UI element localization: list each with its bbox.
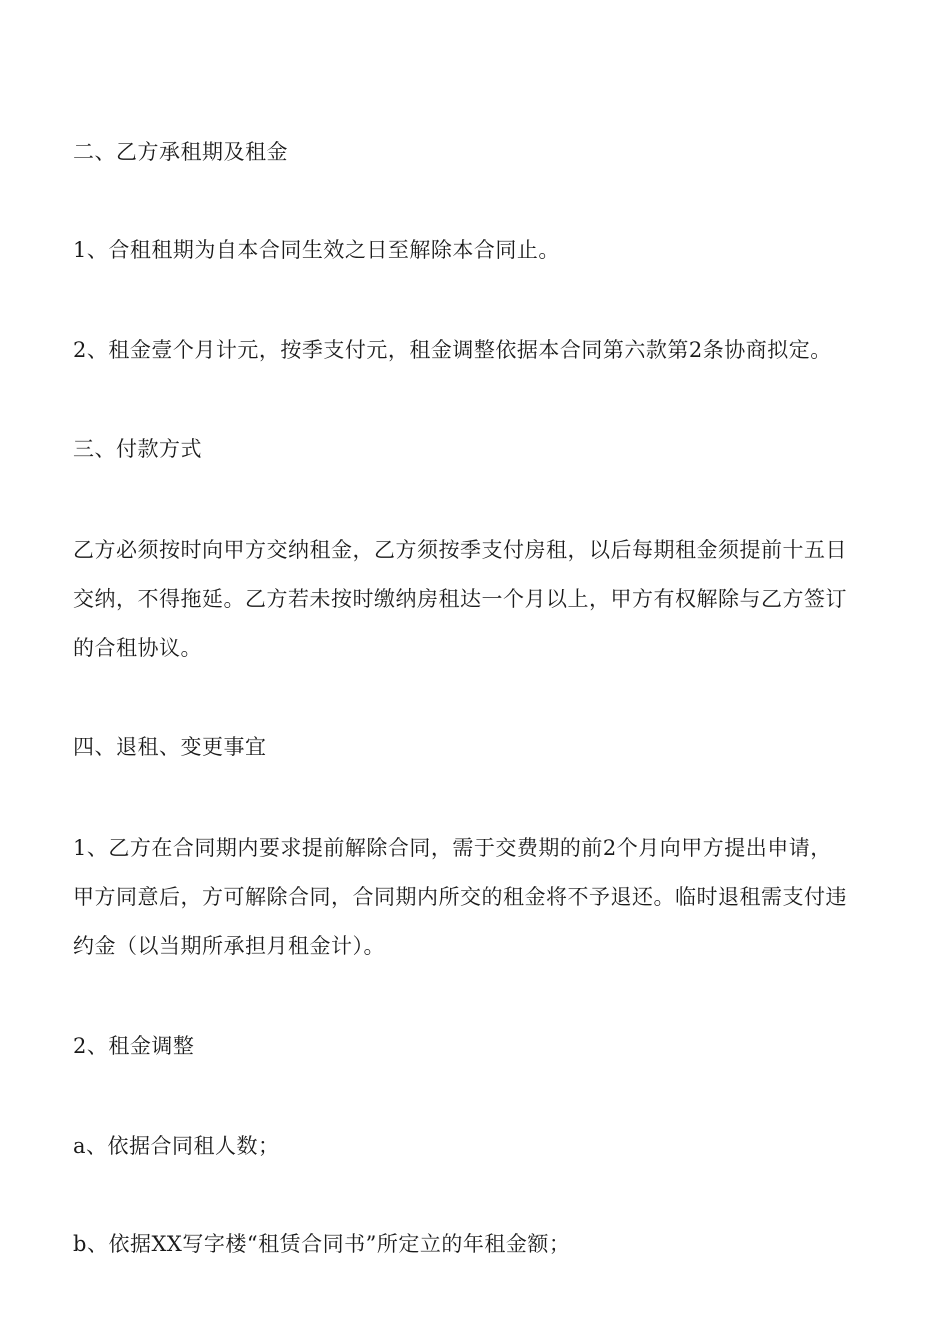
paragraph-payment-line-1: 乙方必须按时向甲方交纳租金，乙方须按季支付房租，以后每期租金须提前十五日 xyxy=(73,538,847,562)
clause-rent-adjustment: 2、租金调整 xyxy=(73,1034,195,1058)
clause-rent-amount: 2、租金壹个月计元，按季支付元，租金调整依据本合同第六款第2条协商拟定。 xyxy=(73,338,832,362)
paragraph-payment-line-2: 交纳，不得拖延。乙方若未按时缴纳房租达一个月以上，甲方有权解除与乙方签订 xyxy=(73,587,847,611)
section-heading-term-and-rent: 二、乙方承租期及租金 xyxy=(73,140,288,164)
clause-lease-term: 1、合租租期为自本合同生效之日至解除本合同止。 xyxy=(73,238,560,262)
clause-early-termination-line-1: 1、乙方在合同期内要求提前解除合同，需于交费期的前2个月向甲方提出申请， xyxy=(73,836,832,860)
clause-item-b: b、依据XX写字楼“租赁合同书”所定立的年租金额； xyxy=(73,1232,571,1256)
clause-early-termination-line-2: 甲方同意后，方可解除合同，合同期内所交的租金将不予退还。临时退租需支付违 xyxy=(73,885,847,909)
paragraph-payment-line-3: 的合租协议。 xyxy=(73,636,202,660)
clause-early-termination-line-3: 约金（以当期所承担月租金计）。 xyxy=(73,934,385,958)
section-heading-termination-changes: 四、退租、变更事宜 xyxy=(73,735,267,759)
section-heading-payment-method: 三、付款方式 xyxy=(73,437,202,461)
clause-item-a: a、依据合同租人数； xyxy=(73,1134,280,1158)
